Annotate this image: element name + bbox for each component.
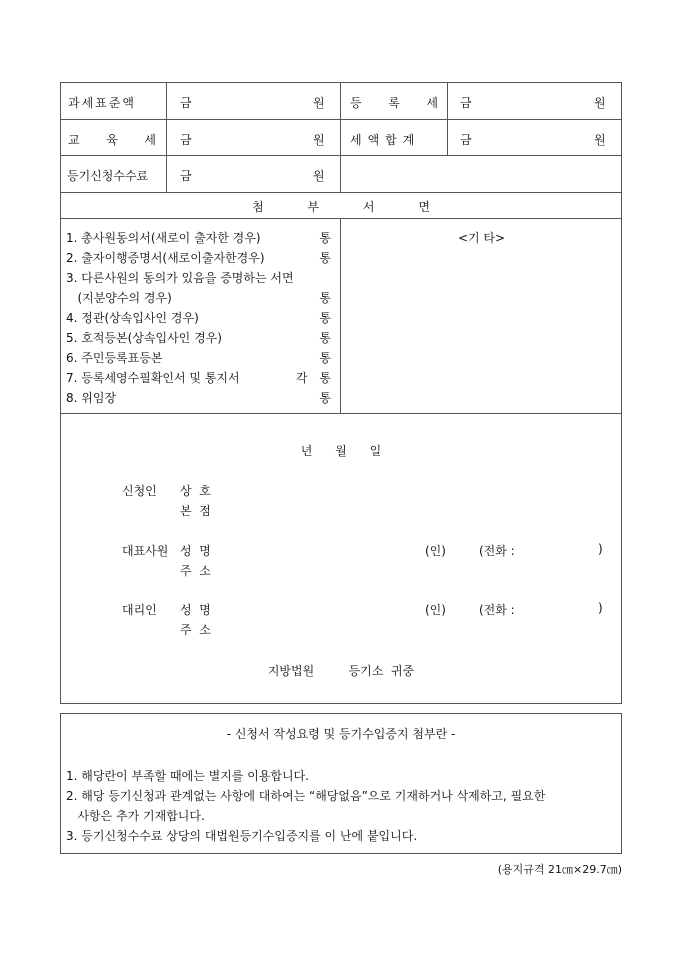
list-item bbox=[66, 249, 331, 266]
instruction-item: 1. 해당란이 부족할 때에는 별지를 이용합니다. bbox=[66, 769, 309, 783]
list-item bbox=[66, 309, 331, 326]
amount-suffix: 원 bbox=[313, 133, 325, 147]
applicant-label: 신청인 bbox=[122, 484, 157, 498]
item-unit: 통 bbox=[316, 249, 331, 266]
item-text: 4. 정관(상속입사인 경우) bbox=[66, 311, 199, 325]
divider bbox=[340, 82, 341, 192]
instruction-item: 3. 등기신청수수료 상당의 대법원등기수입증지를 이 난에 붙입니다. bbox=[66, 829, 418, 843]
divider bbox=[60, 119, 622, 120]
list-item bbox=[66, 369, 331, 386]
date-line: 년 월 일 bbox=[300, 444, 382, 458]
agent-label: 대리인 bbox=[122, 603, 157, 617]
item-unit: 통 bbox=[316, 309, 331, 326]
amount-prefix: 금 bbox=[460, 96, 472, 110]
item-text: (지분양수의 경우) bbox=[66, 291, 172, 305]
divider bbox=[60, 413, 622, 414]
seal-label: (인) bbox=[425, 603, 446, 617]
divider bbox=[60, 192, 622, 193]
item-unit: 통 bbox=[316, 229, 331, 246]
item-text: 3. 다른사원의 동의가 있음을 증명하는 서면 bbox=[66, 271, 294, 285]
amount-prefix: 금 bbox=[180, 96, 192, 110]
other-label: <기 타> bbox=[457, 231, 506, 245]
phone-close: ) bbox=[598, 542, 603, 556]
phone-label: (전화 : bbox=[479, 603, 515, 617]
list-item bbox=[66, 269, 331, 286]
edu-tax-label: 교 육 세 bbox=[68, 133, 156, 147]
item-unit: 통 bbox=[316, 349, 331, 366]
name-label: 성 명 bbox=[180, 544, 211, 558]
item-unit: 통 bbox=[316, 389, 331, 406]
attachments-title: 첨 부 서 면 bbox=[252, 200, 430, 214]
instruction-item: 2. 해당 등기신청과 관계없는 사항에 대하여는 “해당없음”으로 기재하거나 삭제하고, 필요한 bbox=[66, 789, 546, 803]
tax-base-label: 과세표준액 bbox=[68, 96, 136, 110]
address-label: 주 소 bbox=[180, 623, 211, 637]
amount-suffix: 원 bbox=[313, 96, 325, 110]
list-item bbox=[66, 289, 331, 306]
instruction-item: 사항은 추가 기재합니다. bbox=[66, 809, 205, 823]
item-unit: 통 bbox=[316, 329, 331, 346]
name-label: 성 명 bbox=[180, 603, 211, 617]
total-tax-label: 세액합계 bbox=[350, 133, 421, 147]
divider bbox=[166, 82, 167, 192]
item-text: 6. 주민등록표등본 bbox=[66, 351, 163, 365]
item-unit: 통 bbox=[316, 289, 331, 306]
reg-tax-label: 등 록 세 bbox=[350, 96, 438, 110]
item-text: 7. 등록세영수필확인서 및 통지서 bbox=[66, 371, 240, 385]
instructions-title: - 신청서 작성요령 및 등기수입증지 첨부란 - bbox=[226, 727, 456, 741]
phone-close: ) bbox=[598, 601, 603, 615]
item-text: 5. 호적등본(상속입사인 경우) bbox=[66, 331, 222, 345]
item-text: 1. 총사원동의서(새로이 출자한 경우) bbox=[66, 231, 261, 245]
amount-prefix: 금 bbox=[180, 133, 192, 147]
list-item bbox=[66, 229, 331, 246]
address-label: 주 소 bbox=[180, 564, 211, 578]
divider bbox=[60, 155, 622, 156]
item-text: 2. 출자이행증명서(새로이출자한경우) bbox=[66, 251, 265, 265]
list-item bbox=[66, 389, 331, 406]
item-unit: 각 통 bbox=[293, 369, 331, 386]
amount-suffix: 원 bbox=[313, 169, 325, 183]
divider bbox=[60, 218, 622, 219]
rep-label: 대표사원 bbox=[122, 544, 169, 558]
amount-prefix: 금 bbox=[180, 169, 192, 183]
phone-label: (전화 : bbox=[479, 544, 515, 558]
paper-size-note: (용지규격 21㎝×29.7㎝) bbox=[497, 863, 622, 876]
trade-name-label: 상 호 bbox=[180, 484, 211, 498]
divider bbox=[340, 218, 341, 413]
addressee: 지방법원 등기소 귀중 bbox=[267, 664, 415, 678]
head-office-label: 본 점 bbox=[180, 504, 211, 518]
item-text: 8. 위임장 bbox=[66, 391, 117, 405]
amount-prefix: 금 bbox=[460, 133, 472, 147]
list-item bbox=[66, 349, 331, 366]
fee-label: 등기신청수수료 bbox=[67, 169, 149, 183]
amount-suffix: 원 bbox=[594, 133, 606, 147]
divider bbox=[447, 82, 448, 155]
seal-label: (인) bbox=[425, 544, 446, 558]
list-item bbox=[66, 329, 331, 346]
amount-suffix: 원 bbox=[594, 96, 606, 110]
